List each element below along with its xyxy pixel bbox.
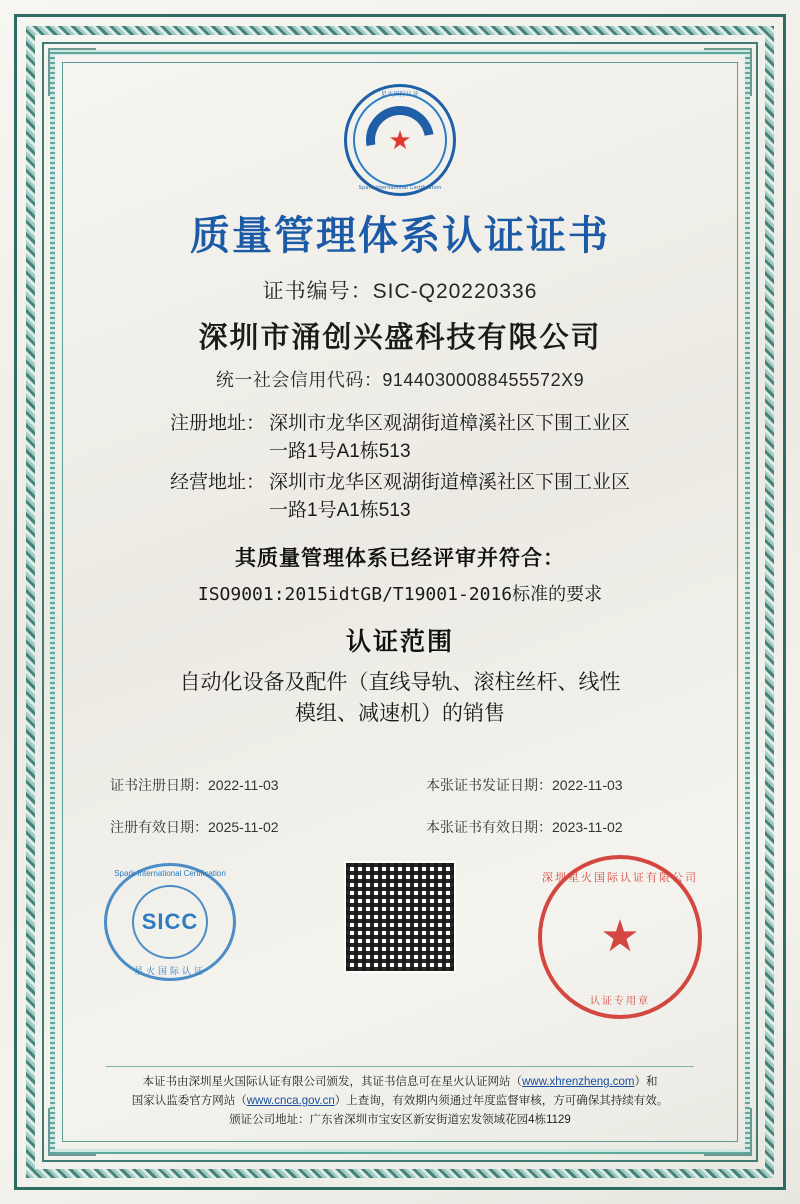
register-date-value: 2022-11-03 <box>208 777 279 794</box>
certificate-number-label: 证书编号： <box>262 280 373 303</box>
stamp-top-text: 深圳星火国际认证有限公司 <box>542 872 698 885</box>
issue-date-label: 本张证书发证日期： <box>426 777 552 794</box>
address-block <box>92 410 708 524</box>
logo-top-text: 星火国际认证 <box>380 92 420 98</box>
issue-date-cell <box>400 775 690 795</box>
credit-code-label: 统一社会信用代码： <box>215 370 383 390</box>
sicc-seal-top-text: Spark International Certification <box>114 869 226 879</box>
scope-text <box>130 668 670 729</box>
footer-line-2 <box>106 1092 694 1111</box>
footer-line2-prefix: 国家认监委官方网站（ <box>131 1095 247 1108</box>
logo-bottom-text: Spark International Certification <box>358 185 442 191</box>
business-address-label: 经营地址： <box>169 472 265 494</box>
sicc-seal-bottom-text: 星火国际认证 <box>133 966 206 977</box>
qr-code-icon[interactable] <box>344 861 456 973</box>
footer-line1-prefix: 本证书由深圳星火国际认证有限公司颁发，其证书信息可在星火认证网站（ <box>142 1076 522 1089</box>
conformity-statement: 其质量管理体系已经评审并符合： <box>235 547 565 571</box>
footer-divider <box>106 1066 694 1067</box>
footer-line2-suffix: ）上查询，有效期内须通过年度监督审核，方可确保其持续有效。 <box>334 1095 669 1108</box>
register-date-cell <box>110 775 400 795</box>
cert-valid-date-cell <box>400 817 690 837</box>
registered-address-row <box>92 410 708 465</box>
footer-line-3: 颁证公司地址：广东省深圳市宝安区新安街道宏发领域花园4栋1129 <box>229 1114 571 1127</box>
certificate-number-row <box>92 275 708 305</box>
registered-address-line1: 深圳市龙华区观湖街道樟溪社区下围工业区 <box>269 413 631 434</box>
register-valid-date-cell <box>110 817 400 837</box>
scope-line-2: 模组、减速机）的销售 <box>295 701 505 725</box>
register-date-label: 证书注册日期： <box>110 777 208 794</box>
page-title: 质量管理体系认证证书 <box>190 213 610 259</box>
logo-star-icon: ★ <box>388 125 412 155</box>
business-address-value <box>269 469 630 524</box>
sicc-seal-icon <box>104 863 236 981</box>
standard-reference: ISO9001:2015idtGB/T19001-2016标准的要求 <box>197 584 603 606</box>
scope-title: 认证范围 <box>345 627 454 657</box>
certificate-number-value: SIC-Q20220336 <box>372 280 538 303</box>
registered-address-line2: 一路1号A1栋513 <box>269 440 411 462</box>
dates-grid <box>92 775 708 837</box>
credit-code-row <box>92 366 708 392</box>
stamp-bottom-text: 认证专用章 <box>590 996 650 1008</box>
registered-address-label: 注册地址： <box>169 413 265 434</box>
stamp-star-icon: ★ <box>600 912 640 962</box>
business-address-line2: 一路1号A1栋513 <box>269 499 411 521</box>
official-red-stamp-icon <box>538 855 702 1019</box>
spark-website-link[interactable]: www.xhrenzheng.com <box>522 1076 635 1089</box>
footer-line-1 <box>106 1073 694 1092</box>
registered-address-value <box>269 410 630 465</box>
business-address-row <box>92 469 708 524</box>
cnca-website-link[interactable]: www.cnca.gov.cn <box>246 1095 335 1108</box>
issue-date-value: 2022-11-03 <box>552 777 623 794</box>
footer-note <box>106 1066 694 1130</box>
spark-certification-logo-icon <box>344 84 456 196</box>
cert-valid-value: 2023-11-02 <box>552 819 623 836</box>
scope-line-1: 自动化设备及配件（直线导轨、滚柱丝杆、线性 <box>179 671 621 695</box>
cert-valid-label: 本张证书有效日期： <box>426 819 552 836</box>
certificate-content <box>66 66 734 1138</box>
company-name: 深圳市涌创兴盛科技有限公司 <box>198 320 602 354</box>
bottom-marks-area <box>92 855 708 1015</box>
register-valid-label: 注册有效日期： <box>110 819 208 836</box>
sicc-seal-word: SICC <box>141 909 199 935</box>
credit-code-value: 91440300088455572X9 <box>382 370 585 390</box>
footer-line1-suffix: ）和 <box>634 1076 658 1089</box>
business-address-line1: 深圳市龙华区观湖街道樟溪社区下围工业区 <box>269 472 631 494</box>
register-valid-value: 2025-11-02 <box>208 819 279 836</box>
